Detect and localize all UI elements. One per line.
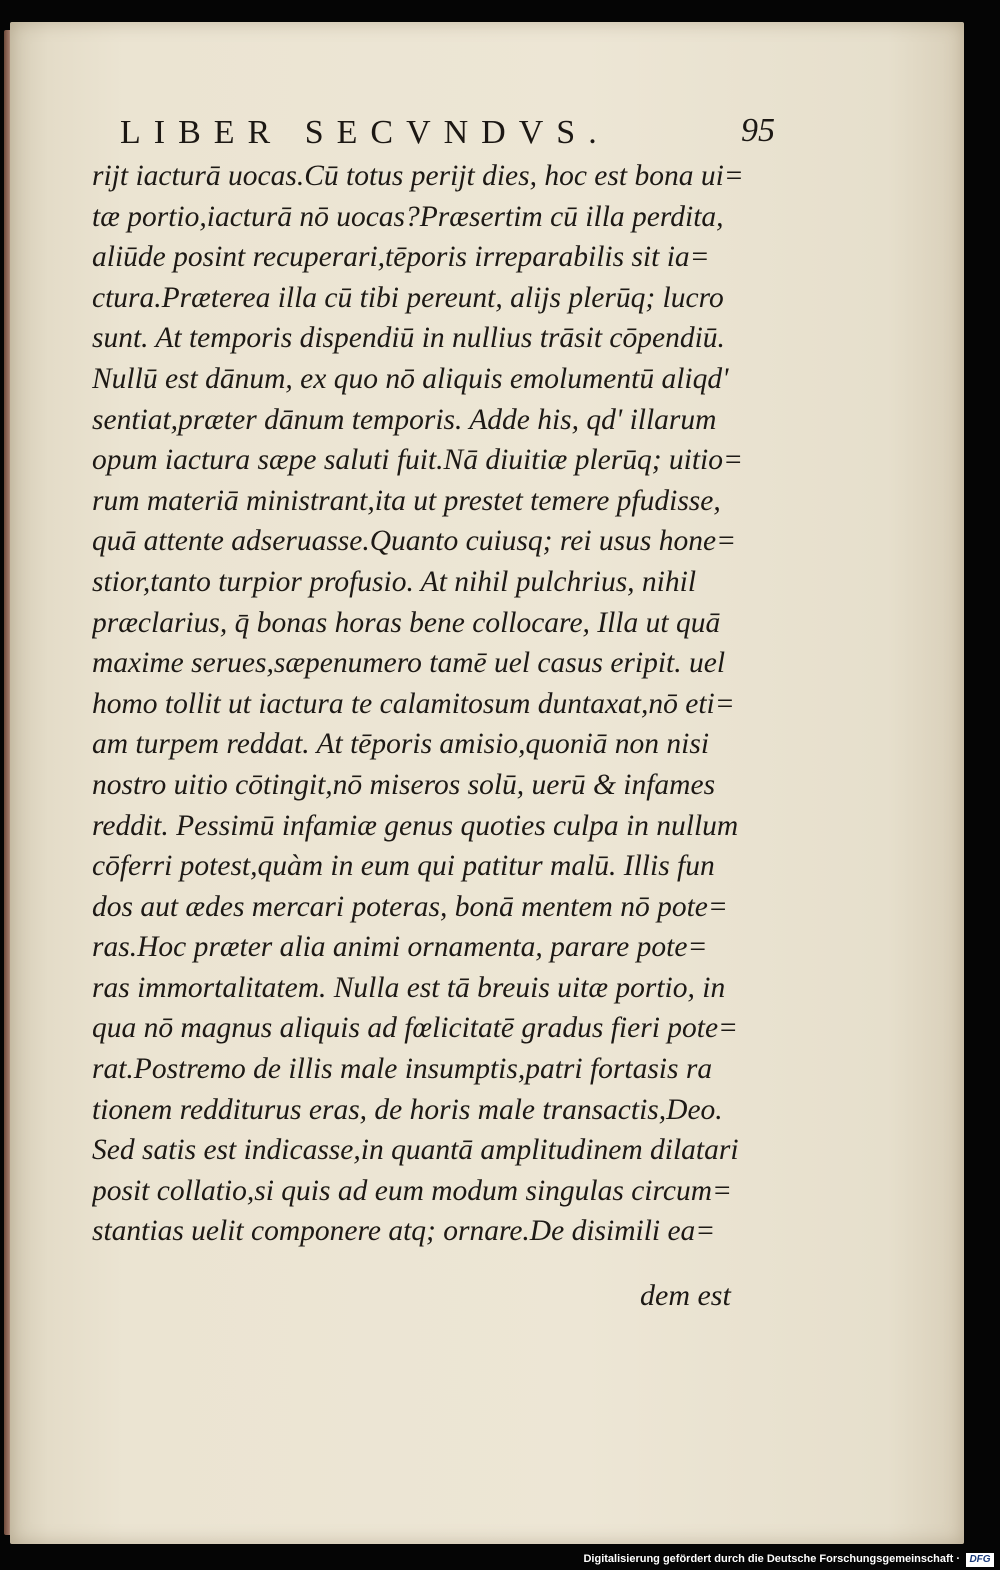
text-line: maxime serues,sæpenumero tamē uel casus eripit. uel — [92, 647, 726, 680]
text-line: rum materiā ministrant,ita ut prestet temere pfudisse, — [92, 484, 721, 517]
text-line: quā attente adseruasse.Quanto cuiusq; rei usus hone= — [92, 525, 736, 558]
digitization-credit: Digitalisierung gefördert durch die Deutsche Forschungsgemeinschaft · — [583, 1553, 960, 1565]
text-line: am turpem reddat. At tēporis amisio,quoniā non nisi — [92, 728, 710, 761]
text-line: dos aut ædes mercari poteras, bonā mentem nō pote= — [92, 890, 728, 923]
dfg-logo: DFG — [966, 1553, 994, 1567]
text-line: ctura.Præterea illa cū tibi pereunt, alijs plerūq; lucro — [92, 281, 724, 314]
text-line: præclarius, q̄ bonas horas bene collocare, Illa ut quā — [92, 606, 721, 639]
text-line: Sed satis est indicasse,in quantā amplitudinem dilatari — [92, 1134, 739, 1167]
body-text — [92, 156, 772, 1252]
text-line: aliūde posint recuperari,tēporis irreparabilis sit ia= — [92, 241, 710, 274]
text-line: qua nō magnus aliquis ad fœlicitatē gradus fieri pote= — [92, 1012, 738, 1045]
text-line: stantias uelit componere atq; ornare.De disimili ea= — [92, 1215, 716, 1248]
running-head: LIBER SECVNDVS. — [120, 114, 610, 151]
text-line: tionem redditurus eras, de horis male transactis,Deo. — [92, 1093, 723, 1126]
text-line: sentiat,præter dānum temporis. Adde his, qd' illarum — [92, 403, 717, 436]
text-line: stior,tanto turpior profusio. At nihil pulchrius, nihil — [92, 565, 697, 598]
text-line: cōferri potest,quàm in eum qui patitur malū. Illis fun — [92, 850, 715, 883]
page-number: 95 — [741, 112, 775, 149]
text-line: tæ portio,iacturā nō uocas?Præsertim cū illa perdita, — [92, 200, 724, 233]
text-line: rijt iacturā uocas.Cū totus perijt dies, hoc est bona ui= — [92, 160, 744, 192]
text-line: ras.Hoc præter alia animi ornamenta, parare pote= — [92, 931, 708, 964]
text-line: opum iactura sæpe saluti fuit.Nā diuitiæ plerūq; uitio= — [92, 444, 743, 477]
text-line: ras immortalitatem. Nulla est tā breuis uitæ portio, in — [92, 971, 726, 1004]
text-line: posit collatio,si quis ad eum modum singulas circum= — [92, 1174, 732, 1207]
text-line: Nullū est dānum, ex quo nō aliquis emolumentū aliqd' — [92, 362, 729, 395]
catchword: dem est — [640, 1279, 731, 1312]
text-line: homo tollit ut iactura te calamitosum duntaxat,nō eti= — [92, 687, 735, 720]
text-line: nostro uitio cōtingit,nō miseros solū, uerū & infames — [92, 768, 716, 801]
text-line: reddit. Pessimū infamiæ genus quoties culpa in nullum — [92, 809, 739, 842]
text-line: sunt. At temporis dispendiū in nullius trāsit cōpendiū. — [92, 322, 725, 355]
text-line: rat.Postremo de illis male insumptis,patri fortasis ra — [92, 1053, 713, 1086]
